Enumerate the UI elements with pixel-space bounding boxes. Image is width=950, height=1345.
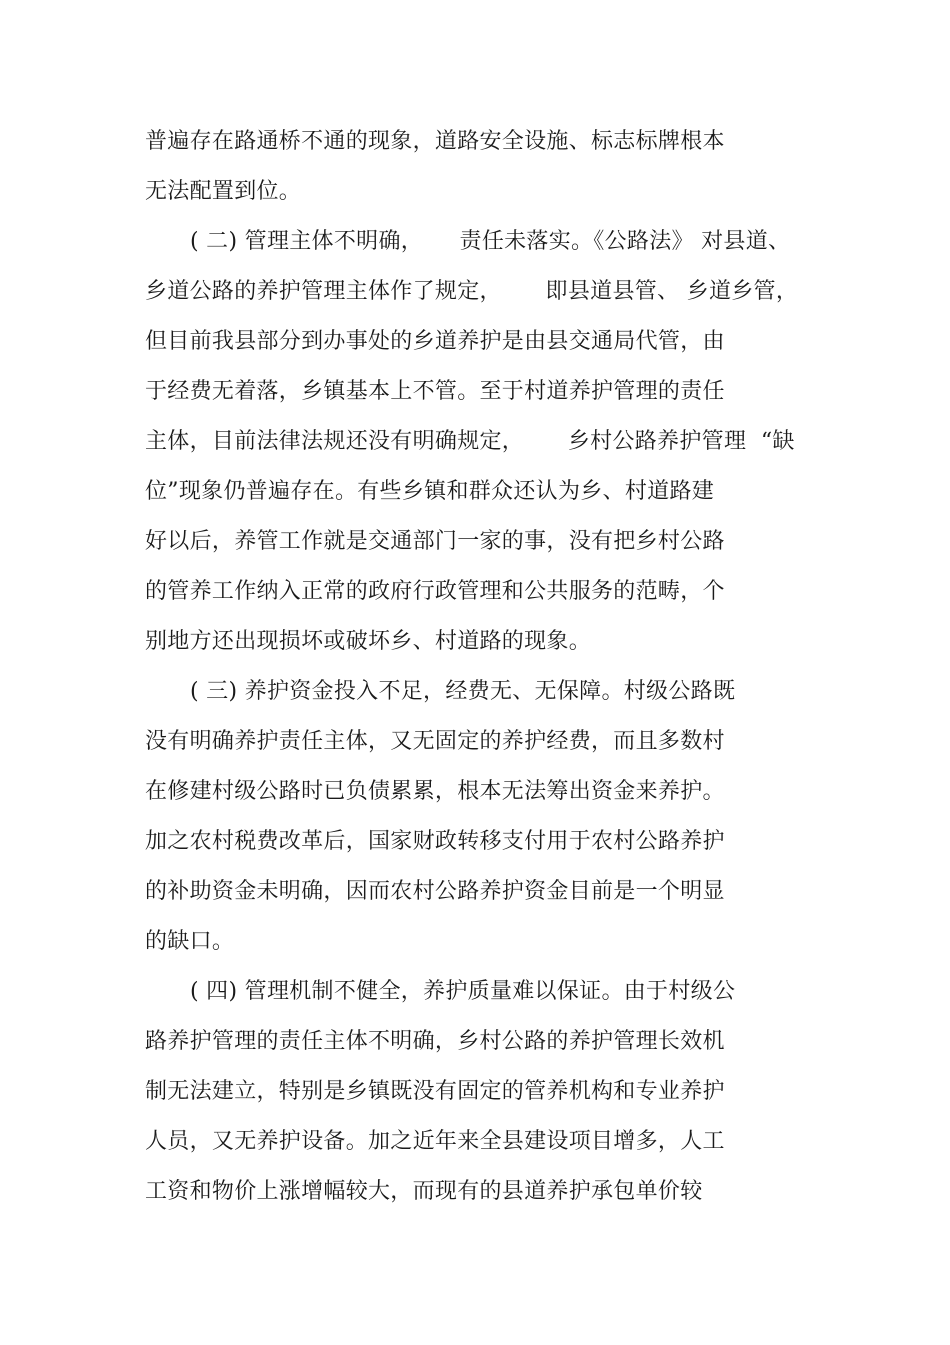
- text-line: 在修建村级公路时已负债累累，根本无法筹出资金来养护。: [145, 779, 725, 804]
- text-line: 的管养工作纳入正常的政府行政管理和公共服务的范畴，个: [145, 579, 725, 604]
- text-line: 人员，又无养护设备。加之近年来全县建设项目增多，人工: [145, 1129, 725, 1154]
- text-line: 于经费无着落，乡镇基本上不管。至于村道养护管理的责任: [145, 379, 725, 404]
- text-line: 无法配置到位。: [145, 179, 302, 204]
- text-line: 路养护管理的责任主体不明确，乡村公路的养护管理长效机: [145, 1029, 725, 1054]
- text-line: 位”现象仍普遍存在。有些乡镇和群众还认为乡、村道路建: [145, 479, 715, 504]
- text-line: 的缺口。: [145, 929, 235, 954]
- section-heading-line: ( 三) 养护资金投入不足，经费无、无保障。村级公路既: [190, 679, 736, 704]
- text-line: 工资和物价上涨增幅较大，而现有的县道养护承包单价较: [145, 1179, 703, 1204]
- text-line: 的补助资金未明确，因而农村公路养护资金目前是一个明显: [145, 879, 725, 904]
- text-line: 但目前我县部分到办事处的乡道养护是由县交通局代管，由: [145, 329, 725, 354]
- text-line: 没有明确养护责任主体，又无固定的养护经费，而且多数村: [145, 729, 725, 754]
- section-heading-line: ( 二) 管理主体不明确， 责任未落实。《公路法》 对县道、: [190, 229, 791, 254]
- text-line: 加之农村税费改革后，国家财政转移支付用于农村公路养护: [145, 829, 725, 854]
- text-line: 好以后，养管工作就是交通部门一家的事，没有把乡村公路: [145, 529, 725, 554]
- text-line: 乡道公路的养护管理主体作了规定， 即县道县管、 乡道乡管，: [145, 279, 799, 304]
- section-heading-line: ( 四) 管理机制不健全，养护质量难以保证。由于村级公: [190, 979, 736, 1004]
- text-line: 别地方还出现损坏或破坏乡、村道路的现象。: [145, 629, 592, 654]
- text-line: 普遍存在路通桥不通的现象，道路安全设施、标志标牌根本: [145, 129, 725, 154]
- text-line: 制无法建立，特别是乡镇既没有固定的管养机构和专业养护: [145, 1079, 725, 1104]
- text-line: 主体，目前法律法规还没有明确规定， 乡村公路养护管理 “缺: [145, 429, 795, 454]
